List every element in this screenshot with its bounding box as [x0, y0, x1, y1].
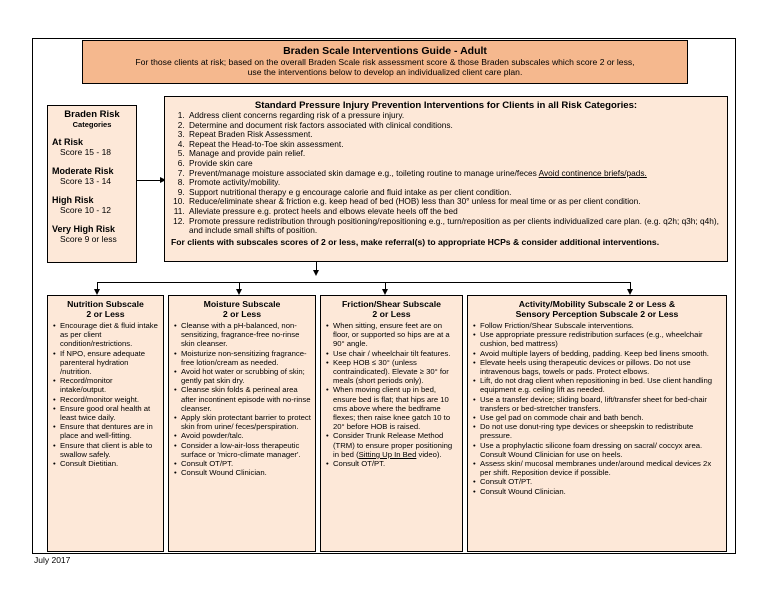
list-item-text: video).: [416, 449, 442, 459]
list-item: 5. Manage and provide pain relief.: [187, 149, 721, 159]
list-item: 1. Address client concerns regarding risk of a pressure injury.: [187, 111, 721, 121]
list-item: • Follow Friction/Shear Subscale interventions.: [480, 321, 722, 330]
list-item: 10. Reduce/eliminate shear & friction e.g. keep head of bed (HOB) less than 30° unless for meal time or as per client condition.: [187, 197, 721, 207]
risk-level-score: Score 10 - 12: [60, 205, 112, 215]
nutrition-list: [52, 321, 159, 468]
standard-interventions-box: [164, 96, 728, 262]
list-item: • Lift, do not drag client when repositioning in bed. Use client handling equipment e.g. ceiling lift as needed.: [480, 376, 722, 394]
list-item: • Avoid multiple layers of bedding, padding. Keep bed linens smooth.: [480, 349, 722, 358]
list-item: • Record/monitor weight.: [60, 395, 159, 404]
list-item: • Consult Dietitian.: [60, 459, 159, 468]
friction-shear-subscale-box: [320, 295, 463, 552]
continence-briefs-note: Avoid continence briefs/pads.: [538, 167, 647, 178]
heading-line: 2 or Less: [222, 309, 262, 319]
standard-list: [171, 111, 721, 236]
list-item: • Cleanse with a pH-balanced, non-sensitizing, fragrance-free no-rinse skin cleanser.: [181, 321, 311, 349]
risk-level-label: At Risk: [52, 137, 84, 147]
heading-line: 2 or Less: [86, 309, 125, 319]
list-item: • Use a transfer device; sliding board, lift/transfer sheet for bed-chair transfers or bed-stretcher transfers.: [480, 395, 722, 413]
list-item: 9. Support nutritional therapy e g encourage calorie and fluid intake as per client condition.: [187, 188, 721, 198]
moisture-subscale-box: [168, 295, 316, 552]
heading-line: Activity/Mobility Subscale 2 or Less &: [518, 299, 676, 309]
heading-line: Sensory Perception Subscale 2 or Less: [515, 309, 679, 319]
list-item: 3. Repeat Braden Risk Assessment.: [187, 130, 721, 140]
title-subtext-line1: For those clients at risk; based on the overall Braden Scale risk assessment score & those Braden subscales which score 2 or less,: [135, 57, 635, 67]
list-item: • Do not use donut-ring type devices or sheepskin to redistribute pressure.: [480, 422, 722, 440]
heading-line: Moisture Subscale: [203, 299, 281, 309]
list-item-text: Prevent/manage moisture associated skin damage e.g., toileting routine to manage urine/feces: [189, 167, 539, 178]
heading-line: Nutrition Subscale: [67, 299, 144, 309]
list-item: 6. Provide skin care: [187, 159, 721, 169]
list-item: • If NPO, ensure adequate parenteral hydration /nutrition.: [60, 349, 159, 377]
title-banner: [82, 40, 688, 84]
list-item: • Apply skin protectant barrier to protect skin from urine/ feces/perspiration.: [181, 413, 311, 431]
list-item: • Consult Wound Clinician.: [181, 468, 311, 477]
list-item: • Consult Wound Clinician.: [480, 487, 722, 496]
heading-line: 2 or Less: [372, 309, 411, 319]
activity-list: [472, 321, 722, 496]
risk-level: [52, 166, 132, 186]
list-item: • Use chair / wheelchair tilt features.: [333, 349, 458, 358]
risk-level-score: Score 15 - 18: [60, 147, 112, 157]
nutrition-heading: [52, 299, 159, 319]
list-item: • Use appropriate pressure redistribution surfaces (e.g., wheelchair cushion, bed mattress): [480, 330, 722, 348]
risk-level-score: Score 13 - 14: [60, 176, 112, 186]
list-item: 4. Repeat the Head-to-Toe skin assessment.: [187, 140, 721, 150]
friction-heading: [325, 299, 458, 319]
list-item: • Record/monitor intake/output.: [60, 376, 159, 394]
list-item: • When sitting, ensure feet are on floor, or supported so hips are at a 90° angle.: [333, 321, 458, 349]
list-item: • Avoid hot water or scrubbing of skin; gently pat skin dry.: [181, 367, 311, 385]
activity-heading: [472, 299, 722, 319]
list-item: • Consult OT/PT.: [181, 459, 311, 468]
page-title: Braden Scale Interventions Guide - Adult: [283, 45, 487, 57]
nutrition-subscale-box: [47, 295, 164, 552]
list-item: • Moisturize non-sensitizing fragrance-free lotion/cream as needed.: [181, 349, 311, 367]
risk-heading: Braden Risk: [64, 109, 120, 120]
list-item: • Assess skin/ mucosal membranes under/around medical devices 2x per shift. Reposition device if possible.: [480, 459, 722, 477]
standard-heading: Standard Pressure Injury Prevention Interventions for Clients in all Risk Categories:: [254, 100, 638, 111]
sitting-up-in-bed-link[interactable]: Sitting Up In Bed: [358, 449, 417, 459]
title-subtext-line2: use the interventions below to develop an individualized client care plan.: [247, 67, 523, 77]
connector-arrow-head: [313, 270, 319, 276]
list-item: • Consult OT/PT.: [480, 477, 722, 486]
risk-level: [52, 137, 132, 157]
list-item: • Ensure that dentures are in place and well-fitting.: [60, 422, 159, 440]
list-item: • Avoid powder/talc.: [181, 431, 311, 440]
list-item: • Consider a low-air-loss therapeutic surface or 'micro-climate manager'.: [181, 441, 311, 459]
list-item: • Elevate heels using therapeutic devices or pillows. Do not use intravenous bags, towels or pads. Protect elbows.: [480, 358, 722, 376]
risk-subheading: Categories: [72, 120, 112, 129]
list-item: 2. Determine and document risk factors associated with clinical conditions.: [187, 121, 721, 131]
friction-list: [325, 321, 458, 468]
list-item: • Encourage diet & fluid intake as per client condition/restrictions.: [60, 321, 159, 349]
risk-level-label: Moderate Risk: [52, 166, 114, 176]
list-item-text: Consider Trunk Release Method (TRM) to ensure proper positioning in bed (: [333, 431, 453, 459]
list-item: • Cleanse skin folds & perineal area after incontinent episode with no-rinse cleanser.: [181, 385, 311, 413]
moisture-list: [173, 321, 311, 477]
risk-level: [52, 224, 132, 244]
moisture-heading: [173, 299, 311, 319]
list-item: • Use a prophylactic silicone foam dressing on sacral/ coccyx area. Consult Wound Clinician for use on heels.: [480, 441, 722, 459]
list-item: • Ensure good oral health at least twice daily.: [60, 404, 159, 422]
list-item: • When moving client up in bed, ensure bed is flat; that hips are 10 cms above where the bedframe flexes; then raise knee gatch 10 to 20° before HOB is raised.: [333, 385, 458, 431]
list-item: • Use gel pad on commode chair and bath bench.: [480, 413, 722, 422]
braden-risk-box: [47, 105, 137, 263]
list-item: [333, 431, 458, 459]
list-item: 12. Promote pressure redistribution through positioning/repositioning e.g., turn/reposition as per clients individualized care plan. (e.g. q2h; q3h; q4h), and include small shifts of position.: [187, 217, 721, 236]
list-item: 11. Alleviate pressure e.g. protect heels and elbows elevate heels off the bed: [187, 207, 721, 217]
risk-level-label: High Risk: [52, 195, 94, 205]
document-date: July 2017: [34, 555, 71, 565]
risk-level-label: Very High Risk: [52, 224, 116, 234]
standard-footer: For clients with subscales scores of 2 or less, make referral(s) to appropriate HCPs & consider additional interventions.: [171, 236, 660, 247]
risk-level-score: Score 9 or less: [60, 234, 117, 244]
activity-mobility-subscale-box: [467, 295, 727, 552]
list-item: • Ensure that client is able to swallow safely.: [60, 441, 159, 459]
list-item: • Consult OT/PT.: [333, 459, 458, 468]
heading-line: Friction/Shear Subscale: [342, 299, 441, 309]
list-item: • Keep HOB ≤ 30° (unless contraindicated). Elevate ≥ 30° for meals (short periods only).: [333, 358, 458, 386]
list-item: 8. Promote activity/mobility.: [187, 178, 721, 188]
connector-line: [97, 282, 631, 283]
risk-level: [52, 195, 132, 215]
